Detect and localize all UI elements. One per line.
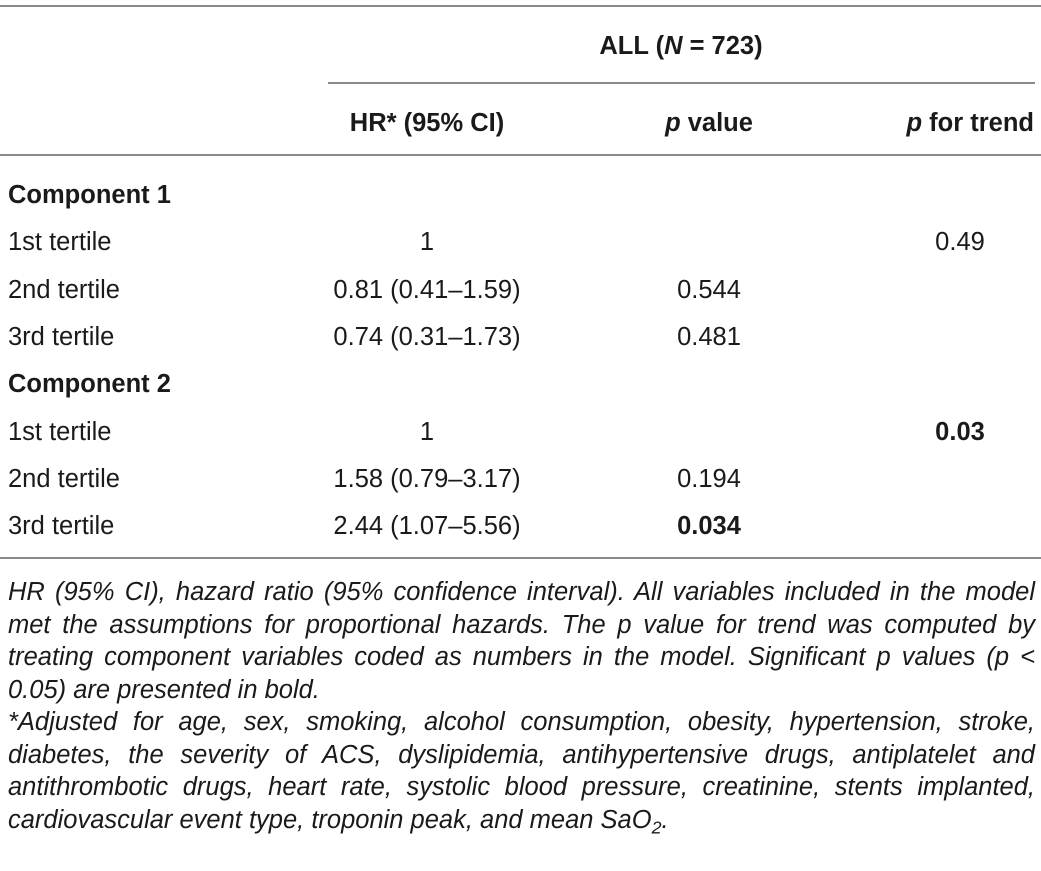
column-header-p-trend: p for trend bbox=[906, 109, 1034, 137]
column-header-rule bbox=[0, 154, 1041, 156]
hr-value: 1 bbox=[419, 228, 435, 256]
section-title-component-1: Component 1 bbox=[8, 181, 171, 209]
column-header-p-value: p value bbox=[665, 109, 753, 137]
group-header: ALL (N = 723) bbox=[599, 32, 763, 60]
hr-value: 0.74 (0.31–1.73) bbox=[333, 323, 521, 351]
p-trend-value: 0.03 bbox=[935, 418, 985, 446]
table-footnotes bbox=[8, 576, 1035, 836]
table-top-rule bbox=[0, 5, 1041, 7]
table-bottom-rule bbox=[0, 557, 1041, 559]
column-header-hr: HR* (95% CI) bbox=[349, 109, 505, 137]
row-label: 3rd tertile bbox=[8, 512, 115, 540]
p-trend-value: 0.49 bbox=[935, 228, 985, 256]
row-label: 1st tertile bbox=[8, 418, 112, 446]
hr-value: 0.81 (0.41–1.59) bbox=[333, 276, 521, 304]
row-label: 2nd tertile bbox=[8, 465, 120, 493]
footnote-adjustment: *Adjusted for age, sex, smoking, alcohol consumption, obesity, hypertension, stroke, diabetes, the severity of ACS, dyslipidemia, antihypertensive drugs, antiplatelet and antithrombotic drugs, heart rate, systolic blood pressure, creatinine, stents implanted, cardiovascular event type, troponin peak, and mean SaO$_2$. bbox=[8, 708, 1035, 837]
p-value: 0.034 bbox=[677, 512, 741, 540]
hr-value: 1 bbox=[419, 418, 435, 446]
p-value: 0.194 bbox=[677, 465, 741, 493]
group-header-rule bbox=[328, 82, 1035, 84]
hr-value: 1.58 (0.79–3.17) bbox=[333, 465, 521, 493]
footnote-abbreviations: HR (95% CI), hazard ratio (95% confidence interval). All variables included in the model met the assumptions for proportional hazards. The p value for trend was computed by treating component variables coded as numbers in the model. Significant p values (p < 0.05) are presented in bold. bbox=[8, 578, 1035, 704]
row-label: 2nd tertile bbox=[8, 276, 120, 304]
section-title-component-2: Component 2 bbox=[8, 370, 171, 398]
hr-value: 2.44 (1.07–5.56) bbox=[333, 512, 521, 540]
row-label: 1st tertile bbox=[8, 228, 112, 256]
row-label: 3rd tertile bbox=[8, 323, 115, 351]
p-value: 0.544 bbox=[677, 276, 741, 304]
p-value: 0.481 bbox=[677, 323, 741, 351]
